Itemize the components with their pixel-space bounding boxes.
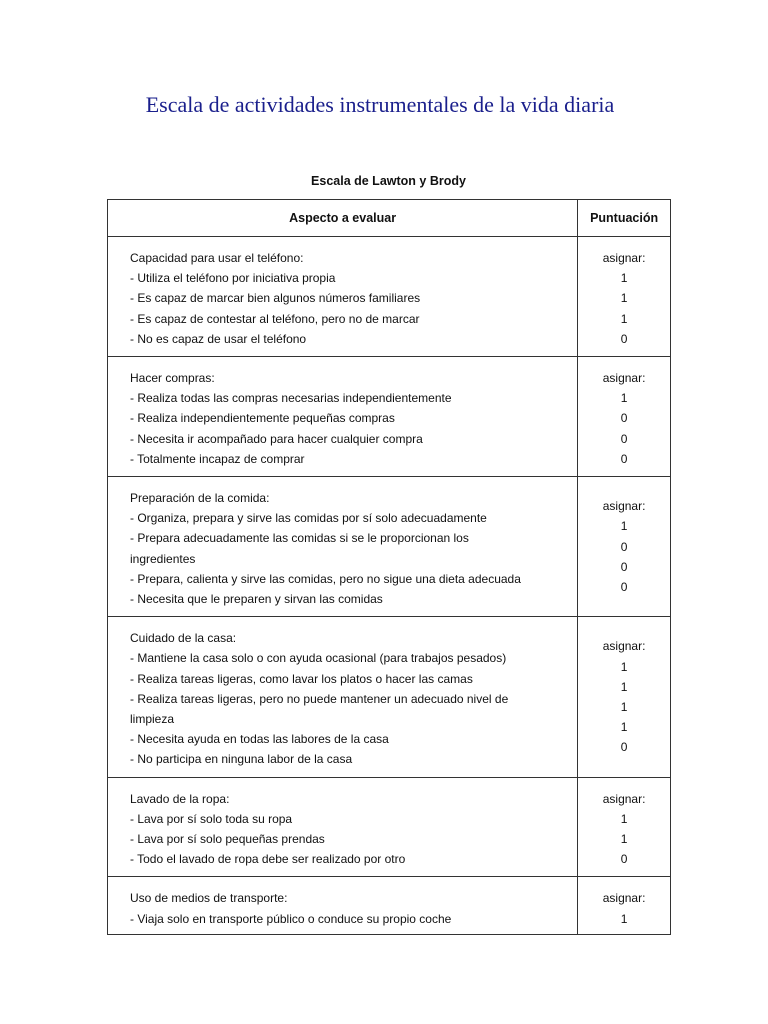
- item-text: - Prepara adecuadamente las comidas si se le proporcionan los: [130, 531, 469, 546]
- section-heading: Lavado de la ropa:: [130, 791, 230, 806]
- section-heading: Hacer compras:: [130, 371, 215, 386]
- item-text: limpieza: [130, 712, 175, 727]
- item-text: - Lava por sí solo toda su ropa: [130, 811, 293, 826]
- table-row: [108, 357, 671, 477]
- item-text: - Es capaz de contestar al teléfono, pero no de marcar: [130, 311, 420, 326]
- score-value: 1: [620, 519, 628, 534]
- item-text: - Mantiene la casa solo o con ayuda ocasional (para trabajos pesados): [130, 651, 507, 666]
- table-row: [108, 617, 671, 777]
- aspect-cell: [108, 777, 578, 877]
- score-value: 0: [620, 411, 628, 426]
- score-label: asignar:: [602, 639, 646, 654]
- table-row: [108, 777, 671, 877]
- score-value: 0: [620, 559, 628, 574]
- aspect-cell: [108, 357, 578, 477]
- item-text: - Realiza tareas ligeras, como lavar los platos o hacer las camas: [130, 671, 473, 686]
- table-header-row: [108, 200, 671, 237]
- item-text: - Todo el lavado de ropa debe ser realizado por otro: [130, 852, 406, 867]
- column-header-aspect: Aspecto a evaluar: [108, 200, 578, 237]
- score-cell: [578, 237, 671, 357]
- item-text: - Realiza todas las compras necesarias independientemente: [130, 391, 452, 406]
- score-value: 1: [620, 720, 628, 735]
- item-text: - Necesita ayuda en todas las labores de la casa: [130, 732, 389, 747]
- score-label: asignar:: [602, 371, 646, 386]
- score-value: 1: [620, 699, 628, 714]
- score-cell: [578, 777, 671, 877]
- item-text: - Necesita ir acompañado para hacer cualquier compra: [130, 431, 423, 446]
- score-value: 1: [620, 679, 628, 694]
- aspect-cell: [108, 477, 578, 617]
- aspect-cell: [108, 237, 578, 357]
- scale-table: [107, 199, 671, 935]
- section-heading: Uso de medios de transporte:: [130, 891, 288, 906]
- score-value: 1: [620, 271, 628, 286]
- item-text: - Es capaz de marcar bien algunos números familiares: [130, 291, 421, 306]
- section-heading: Cuidado de la casa:: [130, 631, 237, 646]
- score-cell: [578, 357, 671, 477]
- item-text: - Totalmente incapaz de comprar: [130, 451, 305, 466]
- score-value: 1: [620, 311, 628, 326]
- table-row: [108, 477, 671, 617]
- item-text: - No participa en ninguna labor de la casa: [130, 752, 353, 767]
- score-value: 0: [620, 852, 628, 867]
- item-text: - Necesita que le preparen y sirvan las comidas: [130, 592, 383, 607]
- score-value: 0: [620, 431, 628, 446]
- score-label: asignar:: [602, 891, 646, 906]
- item-text: - Organiza, prepara y sirve las comidas por sí solo adecuadamente: [130, 511, 487, 526]
- score-value: 1: [620, 911, 628, 926]
- section-heading: Preparación de la comida:: [130, 491, 270, 506]
- score-value: 1: [620, 391, 628, 406]
- item-text: - Realiza independientemente pequeñas compras: [130, 411, 395, 426]
- score-cell: [578, 617, 671, 777]
- aspect-cell: [108, 877, 578, 934]
- document-title: Escala de actividades instrumentales de la vida diaria: [145, 92, 615, 117]
- score-label: asignar:: [602, 499, 646, 514]
- score-value: 0: [620, 331, 628, 346]
- score-value: 1: [620, 832, 628, 847]
- score-label: asignar:: [602, 251, 646, 265]
- aspect-cell: [108, 617, 578, 777]
- score-cell: [578, 877, 671, 934]
- table-row: [108, 237, 671, 357]
- table-row: [108, 877, 671, 934]
- score-label: asignar:: [602, 791, 646, 806]
- item-text: - Viaja solo en transporte público o conduce su propio coche: [130, 911, 452, 926]
- section-heading: Capacidad para usar el teléfono:: [130, 251, 304, 265]
- score-value: 1: [620, 811, 628, 826]
- item-text: - Utiliza el teléfono por iniciativa propia: [130, 271, 336, 286]
- score-value: 1: [620, 291, 628, 306]
- item-text: - Prepara, calienta y sirve las comidas, pero no sigue una dieta adecuada: [130, 571, 521, 586]
- score-value: 0: [620, 539, 628, 554]
- item-text: - Realiza tareas ligeras, pero no puede mantener un adecuado nivel de: [130, 691, 509, 706]
- score-cell: [578, 477, 671, 617]
- score-value: 0: [620, 451, 628, 466]
- item-text: - Lava por sí solo pequeñas prendas: [130, 832, 325, 847]
- score-value: 0: [620, 740, 628, 755]
- item-text: ingredientes: [130, 551, 196, 566]
- scale-subtitle: Escala de Lawton y Brody: [311, 174, 466, 188]
- score-value: 0: [620, 579, 628, 594]
- item-text: - No es capaz de usar el teléfono: [130, 331, 307, 346]
- column-header-score: Puntuación: [578, 200, 671, 237]
- score-value: 1: [620, 659, 628, 674]
